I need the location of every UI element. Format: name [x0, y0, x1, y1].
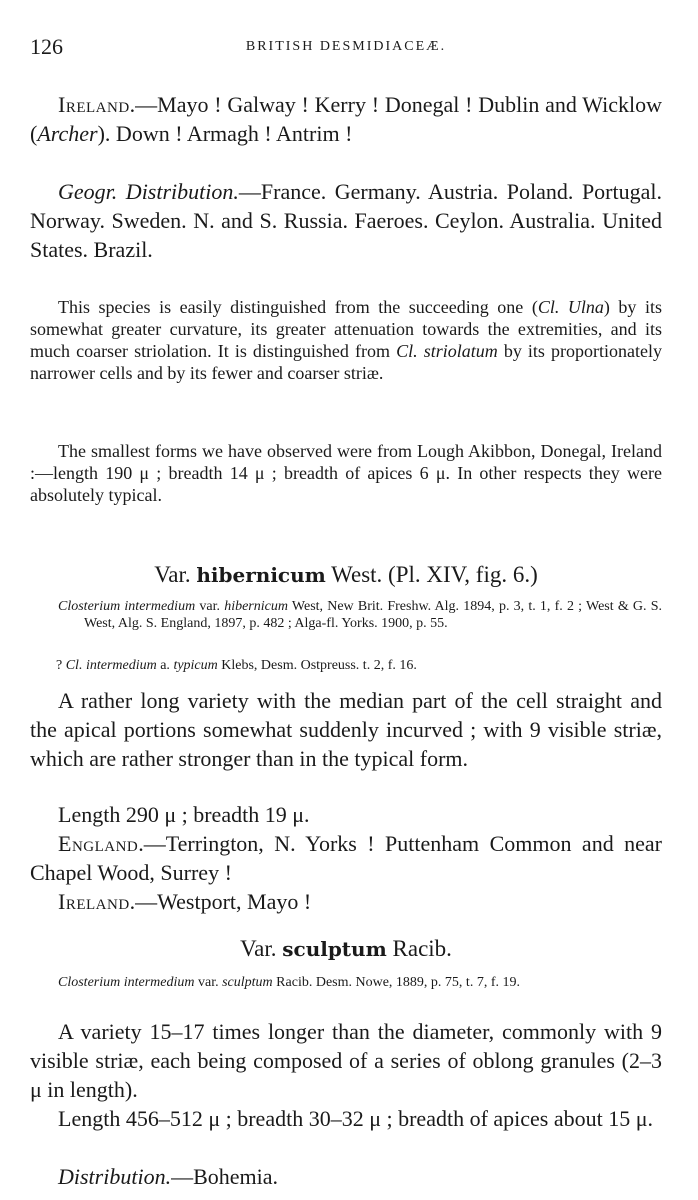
- hibernicum-synonym-2: ? Cl. intermedium a. typicum Klebs, Desm. Ostpreuss. t. 2, f. 16.: [56, 658, 417, 673]
- ireland-records: Ireland.—Mayo ! Galway ! Kerry ! Donegal ! Dublin and Wicklow (Archer). Down ! Armagh ! Antrim !: [30, 92, 662, 146]
- page-number: 126: [30, 34, 63, 59]
- hibernicum-england-records: England.—Terrington, N. Yorks ! Puttenham Common and near Chapel Wood, Surrey !: [30, 831, 662, 885]
- var-hibernicum-heading: Var. hibernicum West. (Pl. XIV, fig. 6.): [154, 562, 538, 587]
- hibernicum-description: A rather long variety with the median part of the cell straight and the apical portions somewhat suddenly incurved ; with 9 visible striæ, which are rather stronger than in the typical form.: [30, 688, 662, 771]
- remarks-paragraph-2: The smallest forms we have observed were from Lough Akibbon, Donegal, Ireland :—length 190 μ ; breadth 14 μ ; breadth of apices 6 μ. In other respects they were absolutely typical.: [30, 441, 662, 505]
- running-title: BRITISH DESMIDIACEÆ.: [245, 39, 447, 54]
- hibernicum-dimensions: Length 290 μ ; breadth 19 μ.: [58, 802, 310, 827]
- running-header: [30, 34, 662, 62]
- geographic-distribution: Geogr. Distribution.—France. Germany. Austria. Poland. Portugal. Norway. Sweden. N. and S. Russia. Faeroes. Ceylon. Australia. United States. Brazil.: [30, 179, 662, 262]
- remarks-paragraph-1: This species is easily distinguished from the succeeding one (Cl. Ulna) by its somewhat greater curvature, its greater attenuation towards the extremities, and its much coarser striolation. It is distinguished from Cl. striolatum by its proportionately narrower cells and by its fewer and coarser striæ.: [30, 297, 662, 383]
- sculptum-synonym: Closterium intermedium var. sculptum Racib. Desm. Nowe, 1889, p. 75, t. 7, f. 19.: [58, 975, 520, 990]
- sculptum-distribution: Distribution.—Bohemia.: [58, 1164, 279, 1189]
- var-sculptum-heading: Var. sculptum Racib.: [240, 936, 452, 961]
- hibernicum-ireland-records: Ireland.—Westport, Mayo !: [58, 889, 312, 914]
- sculptum-dimensions: Length 456–512 μ ; breadth 30–32 μ ; breadth of apices about 15 μ.: [58, 1106, 654, 1131]
- hibernicum-synonym-1: Closterium intermedium var. hibernicum West, New Brit. Freshw. Alg. 1894, p. 3, t. 1, f. 2 ; West & G. S. West, Alg. S. England, 1897, p. 482 ; Alga-fl. Yorks. 1900, p. 55.: [58, 599, 662, 631]
- sculptum-description: A variety 15–17 times longer than the diameter, commonly with 9 visible striæ, each being composed of a series of oblong granules (2–3 μ in length).: [30, 1019, 662, 1102]
